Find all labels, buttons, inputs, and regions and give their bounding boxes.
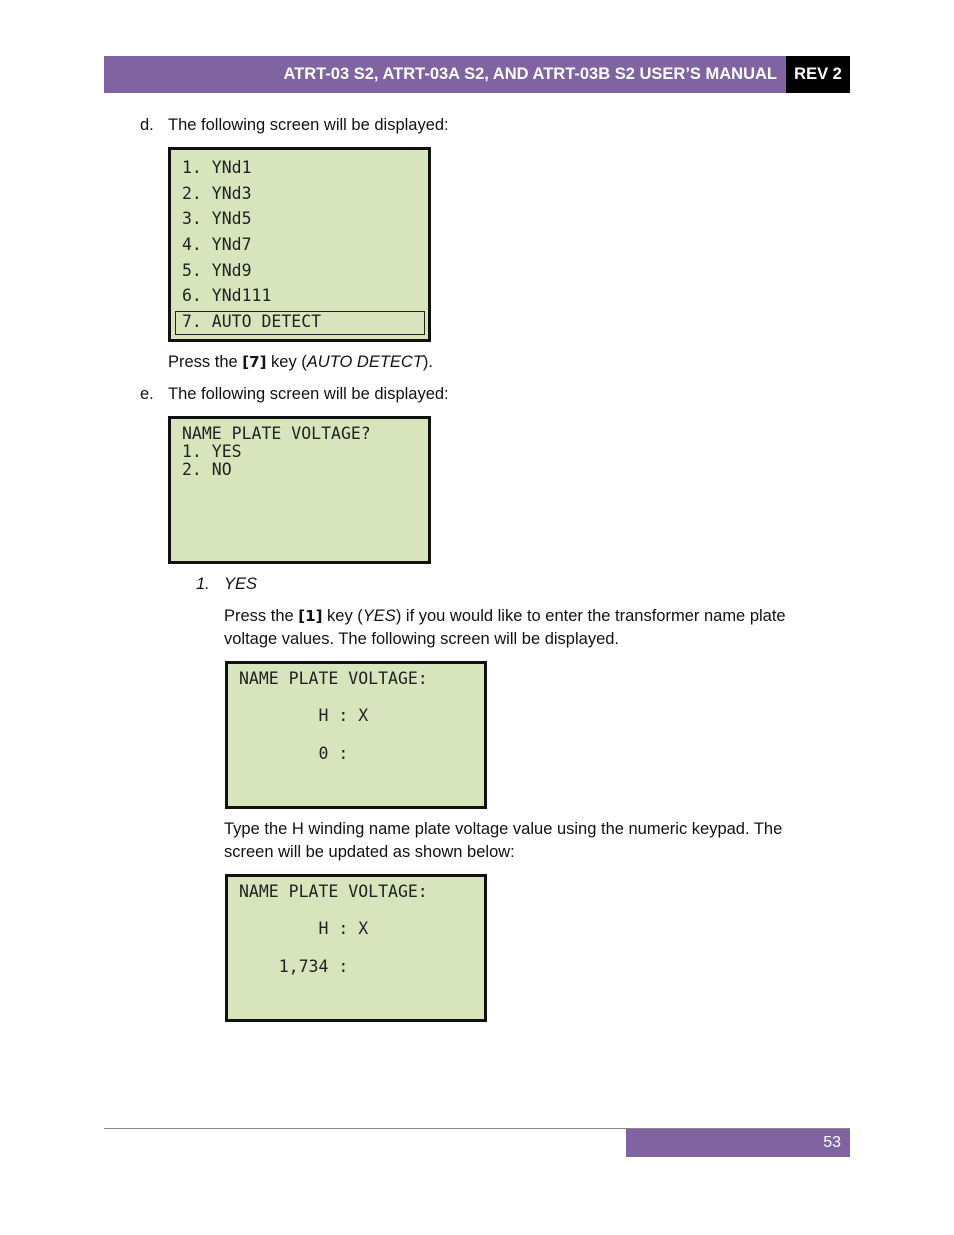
lcd-line-6: 6. YNd111 (182, 286, 272, 305)
lcd-line-1: NAME PLATE VOLTAGE: (239, 882, 428, 901)
step-d-text: The following screen will be displayed: (168, 116, 449, 134)
footer-page-box (626, 1129, 850, 1157)
lcd-line-4: 4. YNd7 (182, 235, 252, 254)
instruction-prefix: Press the (168, 353, 243, 371)
lcd-line-3: 0 : (239, 744, 349, 763)
sub-item-1-para1-line1 (224, 605, 786, 628)
yes-emphasis: YES (362, 607, 396, 625)
header-title-bar (104, 56, 786, 93)
lcd-line-1: NAME PLATE VOLTAGE: (239, 669, 428, 688)
step-d-instruction (168, 351, 433, 374)
lcd-line-2: 1. YES (182, 442, 242, 461)
lcd-line-2: H : X (239, 706, 369, 725)
lcd-line-1: 1. YNd1 (182, 158, 252, 177)
manual-title: ATRT-03 S2, ATRT-03A S2, AND ATRT-03B S2 USER’S MANUAL (283, 65, 777, 83)
lcd-line-2: 2. YNd3 (182, 183, 252, 203)
sub-item-1-para2-line2: screen will be updated as shown below: (224, 843, 515, 861)
instruction-suffix: ). (422, 353, 434, 371)
instruction-mid: key ( (266, 353, 307, 371)
step-e-text: The following screen will be displayed: (168, 385, 449, 403)
lcd-line-1: NAME PLATE VOLTAGE? (182, 424, 371, 443)
lcd-line-5: 5. YNd9 (182, 261, 252, 280)
page-number: 53 (823, 1134, 841, 1151)
para1-mid: key ( (322, 607, 363, 625)
sub-item-1-para2-line1: Type the H winding name plate voltage value using the numeric keypad. The (224, 820, 783, 838)
revision-label: REV 2 (794, 65, 842, 83)
lcd-screen-name-plate-voltage-updated (225, 874, 487, 1022)
para1-prefix: Press the (224, 607, 299, 625)
lcd-screen-vector-group (168, 147, 431, 342)
step-e-marker: e. (140, 385, 154, 403)
lcd-line-3: 1,734 : (239, 957, 349, 976)
auto-detect-emphasis: AUTO DETECT (306, 353, 423, 371)
key-7-label: [7] (242, 353, 267, 371)
para1-suffix: ) if you would like to enter the transformer name plate (395, 607, 786, 625)
lcd-screen-name-plate-voltage (225, 661, 487, 809)
sub-item-1-title: YES (224, 575, 258, 593)
lcd-line-2: H : X (239, 919, 369, 938)
sub-item-1-marker: 1. (196, 575, 210, 593)
lcd-line-7: 7. AUTO DETECT (182, 312, 322, 331)
key-1-label: [1] (298, 607, 323, 625)
revision-badge (786, 56, 850, 93)
sub-item-1-para1-line2: voltage values. The following screen will be displayed. (224, 630, 620, 648)
step-d-marker: d. (140, 116, 154, 134)
lcd-line-3: 3. YNd5 (182, 209, 252, 228)
lcd-line-3: 2. NO (182, 460, 232, 479)
lcd-screen-name-plate-prompt (168, 416, 431, 564)
